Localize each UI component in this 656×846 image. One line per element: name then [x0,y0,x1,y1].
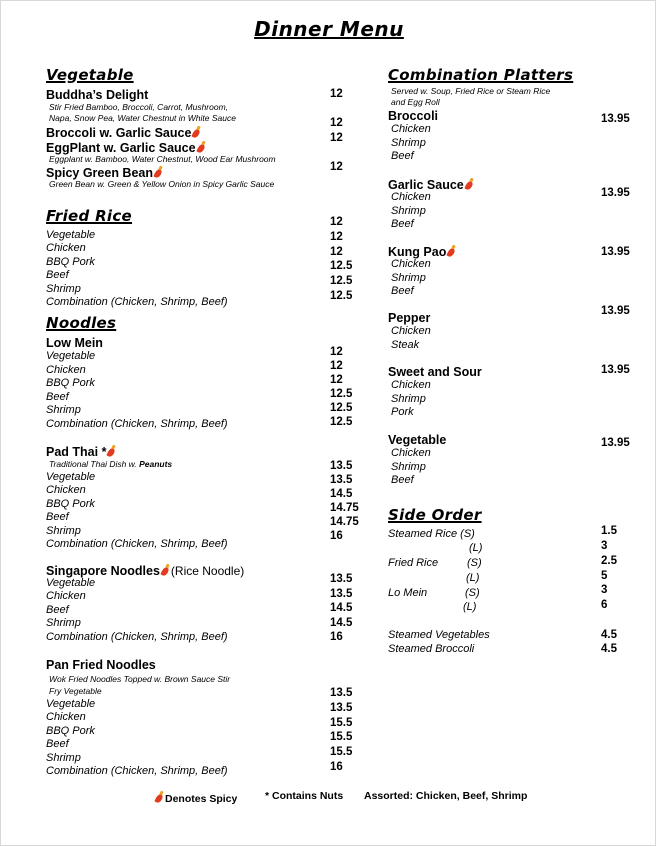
side-fried-rice-small: (S) [467,557,482,569]
page-title: Dinner Menu [254,17,404,41]
platter-option: Pork [391,406,414,418]
side-price: 3 [601,540,608,552]
chili-pepper-icon [447,245,457,257]
menu-item-price: 12 [330,346,343,358]
dish-eggplant [46,141,207,155]
menu-item-name: Vegetable [46,350,96,362]
dish-singapore [46,564,244,578]
menu-item-price: 12.5 [330,275,353,288]
price-broccoli-garlic: 12 [330,117,343,129]
desc-pan-fried-1: Wok Fried Noodles Topped w. Brown Sauce Stir [49,674,231,684]
dish-name: Spicy Green Bean [46,166,153,180]
menu-item-price: 13.5 [330,474,353,486]
menu-item-price: 13.5 [330,573,353,585]
platter-price: 13.95 [601,364,630,376]
platter-price: 13.95 [601,113,630,125]
menu-item-price: 12 [330,216,343,228]
side-steamed-rice [388,529,475,540]
footer-spicy [154,791,237,805]
menu-item-price: 15.5 [330,731,353,744]
menu-item-price: 12.5 [330,416,353,428]
menu-item-price: 14.75 [330,502,359,514]
desc-eggplant: Eggplant w. Bamboo, Water Chestnut, Wood Ear Mushroom [49,154,276,164]
menu-item-name: Vegetable [46,577,96,589]
dish-broccoli-garlic [46,126,202,140]
menu-item-name: Vegetable [46,698,96,710]
menu-item-name: Chicken [46,484,86,497]
menu-item-price: 12.5 [330,290,353,302]
platter-name: Broccoli [388,109,439,123]
side-fried-rice-large: (L) [466,572,480,584]
platter-name: Vegetable [388,433,447,447]
heading-noodles: Noodles [46,314,117,332]
heading-side-order: Side Order [388,506,482,524]
dish-buddha [46,89,148,102]
menu-item-name: Vegetable [46,229,96,241]
side-lo-mein-large: (L) [463,601,477,613]
side-price: 6 [601,599,608,611]
price-buddha: 12 [330,88,343,100]
platter-option: Shrimp [391,392,426,405]
side-name: Steamed Rice [388,528,458,540]
menu-item-name: Combination (Chicken, Shrimp, Beef) [46,765,228,777]
menu-item-price: 14.5 [330,616,353,629]
menu-item-price: 12 [330,360,343,372]
menu-item-price: 15.5 [330,746,353,759]
dish-name: Singapore Noodles [46,564,160,578]
menu-item-name: Combination (Chicken, Shrimp, Beef) [46,538,228,550]
platter-vegetable [388,434,446,447]
price-steamed-broccoli: 4.5 [601,643,617,655]
footer-nuts: * Contains Nuts [265,790,344,802]
chili-pepper-icon [155,791,165,803]
platter-name: Garlic Sauce [388,178,464,192]
menu-item-name: BBQ Pork [46,377,95,390]
chili-pepper-icon [465,178,475,190]
side-fried-rice: Fried Rice [388,557,439,569]
platter-price: 13.95 [601,305,630,317]
platter-option: Chicken [391,258,431,270]
desc-text: Traditional Thai Dish w. [49,459,140,469]
chili-pepper-icon [107,445,117,457]
desc-buddha-1: Stir Fried Bamboo, Broccoli, Carrot, Mushroom, [49,102,229,112]
platter-option: Chicken [391,123,431,135]
platter-price: 13.95 [601,187,630,199]
side-price: 3 [601,584,608,596]
menu-item-name: Chicken [46,590,86,603]
side-lo-mein-small: (S) [465,587,480,599]
dish-name: Buddha’s Delight [46,88,149,102]
side-price: 1.5 [601,525,617,537]
menu-item-name: Beef [46,390,69,403]
desc-green-bean: Green Bean w. Green & Yellow Onion in Spicy Garlic Sauce [49,179,275,189]
platter-price: 13.95 [601,246,630,258]
menu-item-name: Chicken [46,242,86,255]
menu-item-name: Chicken [46,711,86,724]
menu-item-name: Combination (Chicken, Shrimp, Beef) [46,418,228,430]
heading-combination: Combination Platters [388,66,574,84]
platter-option: Chicken [391,447,431,459]
dish-name: EggPlant w. Garlic Sauce [46,141,196,155]
footer-spicy-text: Denotes Spicy [165,793,238,805]
platter-option: Shrimp [391,136,426,149]
dish-lo-mein: Low Mein [46,336,103,350]
chili-pepper-icon [197,141,207,153]
menu-item-price: 12 [330,230,343,243]
heading-fried-rice: Fried Rice [46,207,133,225]
menu-item-price: 13.5 [330,460,353,472]
menu-item-name: Combination (Chicken, Shrimp, Beef) [46,630,228,643]
side-steamed-rice-large: (L) [469,542,483,554]
menu-item-name: Beef [46,511,69,524]
platter-option: Chicken [391,325,431,337]
platter-sweet-and-sour [388,366,482,379]
menu-item-name: Vegetable [46,471,96,483]
menu-item-name: Combination (Chicken, Shrimp, Beef) [46,296,228,308]
dish-pad-thai [46,445,117,459]
platter-broccoli [388,110,438,123]
dish-name: Pad Thai * [46,445,107,459]
platter-option: Beef [391,474,414,486]
menu-item-price: 16 [330,631,343,643]
menu-item-price: 14.5 [330,488,353,500]
price-green-bean: 12 [330,161,343,173]
platter-option: Chicken [391,191,431,203]
side-lo-mein: Lo Mein [388,587,428,599]
side-steamed-vegetables: Steamed Vegetables [388,629,490,641]
platter-option: Shrimp [391,271,426,284]
menu-item-price: 14.75 [330,516,359,528]
menu-item-name: Chicken [46,363,86,376]
menu-item-price: 13.5 [330,701,353,714]
menu-item-name: Shrimp [46,751,81,764]
menu-item-price: 15.5 [330,716,353,729]
menu-item-price: 12 [330,245,343,258]
menu-item-price: 13.5 [330,587,353,600]
dish-pan-fried: Pan Fried Noodles [46,658,156,672]
menu-item-name: BBQ Pork [46,255,95,268]
menu-item-price: 16 [330,530,343,542]
desc-pad-thai [49,460,172,469]
platter-kung-pao [388,245,457,259]
desc-combination-2: and Egg Roll [391,97,440,107]
dish-green-bean [46,166,164,180]
menu-item-price: 14.5 [330,602,353,614]
menu-item-price: 12.5 [330,402,353,414]
heading-vegetable: Vegetable [46,66,134,84]
platter-name: Kung Pao [388,245,447,259]
platter-garlic-sauce [388,178,475,192]
price-eggplant: 12 [330,132,343,144]
platter-option: Chicken [391,379,431,391]
menu-item-name: Beef [46,738,69,751]
size-small: (S) [460,528,475,540]
platter-pepper [388,312,430,325]
platter-name: Sweet and Sour [388,365,482,379]
desc-combination-1: Served w. Soup, Fried Rice or Steam Rice [391,86,551,96]
menu-item-name: Shrimp [46,282,81,295]
desc-peanuts: Peanuts [139,459,173,469]
platter-option: Steak [391,338,420,351]
side-steamed-broccoli: Steamed Broccoli [388,643,475,655]
menu-item-name: Shrimp [46,617,81,630]
menu-item-name: Shrimp [46,524,81,537]
chili-pepper-icon [192,126,202,138]
side-price: 2.5 [601,555,617,567]
menu-item-name: BBQ Pork [46,497,95,510]
side-price: 5 [601,570,608,582]
platter-price: 13.95 [601,437,630,449]
menu-item-price: 16 [330,761,343,773]
platter-option: Beef [391,218,414,230]
platter-option: Shrimp [391,204,426,217]
desc-buddha-2: Napa, Snow Pea, Water Chestnut in White Sauce [49,113,236,123]
menu-item-name: Beef [46,269,69,282]
platter-name: Pepper [388,311,431,325]
menu-item-name: Beef [46,603,69,616]
footer-assorted: Assorted: Chicken, Beef, Shrimp [364,790,528,802]
menu-item-price: 13.5 [330,687,353,699]
platter-option: Beef [391,285,414,297]
platter-option: Beef [391,150,414,162]
chili-pepper-icon [161,564,171,576]
menu-item-price: 12.5 [330,260,353,273]
dish-suffix: (Rice Noodle) [170,564,245,578]
price-steamed-vegetables: 4.5 [601,629,617,641]
platter-option: Shrimp [391,460,426,473]
dish-name: Broccoli w. Garlic Sauce [46,126,192,140]
menu-item-name: BBQ Pork [46,724,95,737]
chili-pepper-icon [154,166,164,178]
desc-pan-fried-2: Fry Vegetable [49,686,102,696]
menu-item-price: 12 [330,374,343,386]
menu-item-price: 12.5 [330,388,353,400]
menu-item-name: Shrimp [46,404,81,417]
